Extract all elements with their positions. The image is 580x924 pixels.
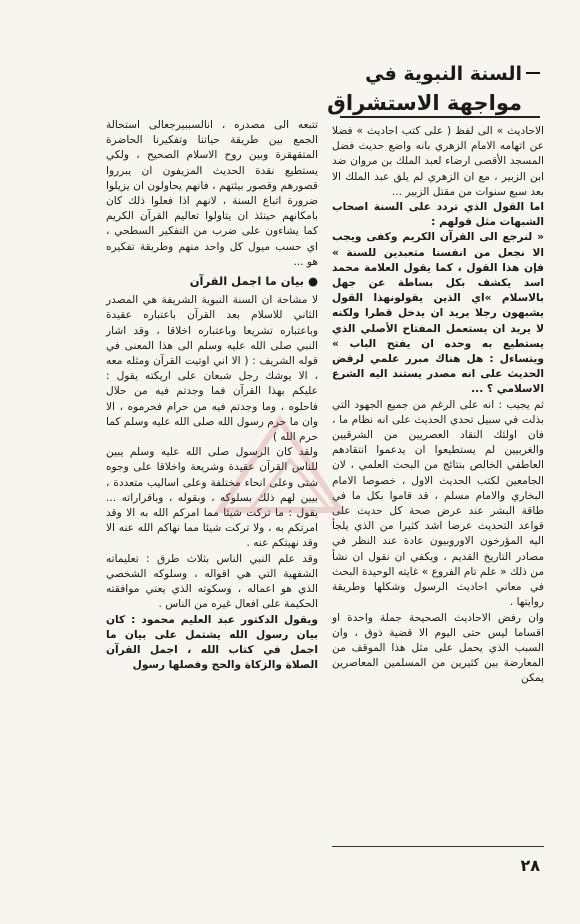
header-title-line2: مواجهة الاستشراق — [327, 91, 522, 115]
right-column — [332, 124, 544, 687]
header-title-line1: السنة النبوية في — [365, 63, 522, 85]
section-header — [327, 62, 540, 120]
paragraph: الاحاديث » الى لفظ ( على كتب احاديث » فضلا عن اتهامه الامام الزهري بانه واضع حديث فضل المسجد الأقصى ارضاء لعبد الملك بن مروان ضد ابن الزبير ، مع ان الزهري لم يلق عبد الملك الا بعد سبع سنوات من مقتل الزبير ... — [332, 125, 544, 198]
paragraph: ثم يجيب : انه على الرغم من جميع الجهود التي بذلت في سبيل تحدي الحديث على انه نظام ما ، فان اولئك النقاد العصريين من الشرقيين والغربيين لم يستطيعوا ان يدعموا انتقادهم العاطفي الخالص بنتائج من البحث العلمي ، لان الجامعين لكتب الحديث الاول ، خصوصا الامام البخاري والامام مسلم ، قد قاموا بكل ما في طاقة البشر عند عرض صحة كل حديث على قواعد التحديث عرضا اشد كثيرا من الذي يلجأ اليه المؤرخون الاوروبيون عادة عند النظر في مصادر التاريخ القديم ، ويكفي ان نقول ان نشأ من ذلك « علم تام الفروع » غايته الوحيدة البحث في معاني احاديث الرسول وشكلها وطريقة روايتها . — [331, 398, 544, 609]
paragraph: وقد علم النبي الناس بثلاث طرق : تعليماته الشفهية التي هي اقواله ، وسلوكه الشخصي الذي هو اعماله ، وسكوته الذي يعني موافقته الحكيمة على افعال غيره من الناس . — [106, 552, 318, 611]
paragraph: اما القول الذي تردد على السنة اصحاب الشبهات مثل قولهم : — [332, 201, 544, 229]
paragraph: لا مشاحة ان السنة النبوية الشريفة هي المصدر الثاني للاسلام بعد القرآن باعتباره عقيدة وباعتباره تشريعا وباعتباره اخلاقا ، وقد اشار النبي صلى الله عليه وسلم الى هذا المعنى في قوله الشريف : ( الا اني اوتيت القرآن ومثله معه ، الا يوشك رجل شبعان على اريكته يقول : عليكم بهذا القرآن فما وجدتم فيه من حلال فاحلوه ، وما وجدتم فيه من حرام فحرموه ، الا وان ما حرم رسول الله صلى الله عليه وسلم كما حرم الله ) — [106, 294, 318, 444]
paragraph: ولقد كان الرسول صلى الله عليه وسلم يبين للناس القرآن عقيدة وشريعة واخلاقا على وجوه شتى وعلى انحاء مختلفة وعلى اساليب متعددة ، بيين لهم ذلك بسلوكه ، وبقوله ، وباقراراته ... يقول : ما تركت شيئا مما امركم الله به الا وقد امرتكم به ، ولا تركت شيئا مما نهاكم الله عنه الا وقد نهيتكم عنه . — [106, 446, 318, 550]
header-rule — [526, 72, 540, 74]
paragraph: « لنرجع الى القرآن الكريم وكفى ويجب الا نجعل من انفسنا متعبدين للسنة » فإن هذا القول ، كما يقول العلامة محمد اسد يكشف بكل بساطة عن جهل بالاسلام »اي الذين يقولونهذا القول يشبهون رجلا يريد ان يدخل قطرا ولكنه لا يريد ان يستعمل المفتاح الأصلي الذي يستطيع به وحده ان يفتح الباب » ويتساءل : هل هناك مبرر علمي لرفض الحديث على انه مصدر يستند اليه الشرع الاسلامي ؟ ... — [332, 231, 544, 396]
paragraph: ويقول الدكتور عبد العليم محمود : كان بيان رسول الله يشتمل على بيان ما اجمل في كتاب الله ، اجمل القرآن الصلاة والزكاة والحج وفصلها رسول — [106, 613, 318, 672]
left-column — [106, 118, 318, 673]
paragraph: وان رفض الاحاديث الصحيحة جملة واحدة او اقساما ليس حتى اليوم الا قضية ذوق ، وان السبب الذي يحمل على مثل هذا الموقف من المعارضة بين كثيرين من المسلمين المعاصرين يمكن — [332, 611, 544, 685]
footer-rule — [332, 846, 544, 847]
section-heading: ● بيان ما اجمل القرآن — [189, 274, 318, 289]
paragraph: تتبعه الى مصدره ، انالسببيرجعالى استحالة الجمع بين طريقة حياتنا وتفكيرنا الحاضرة المتقهقرة وبين روح الاسلام الصحيح ، ولكي يستطيع نقدة الحديث المزيفون ان يبرروا قصورهم وقصور بيئتهم ، فانهم يحاولون ان يزيلوا ضرورة اتباع السنة ، لانهم اذا فعلوا ذلك كان بامكانهم حينئذ ان يتاولوا تعاليم القرآن الكريم كما يشاءون على ضرب من التفكير السطحي ، اي حسب ميول كل واحد منهم وطريقة تفكيره هو ... — [106, 119, 318, 268]
header-underline — [340, 116, 540, 118]
page-number: ٢٨ — [520, 856, 540, 875]
